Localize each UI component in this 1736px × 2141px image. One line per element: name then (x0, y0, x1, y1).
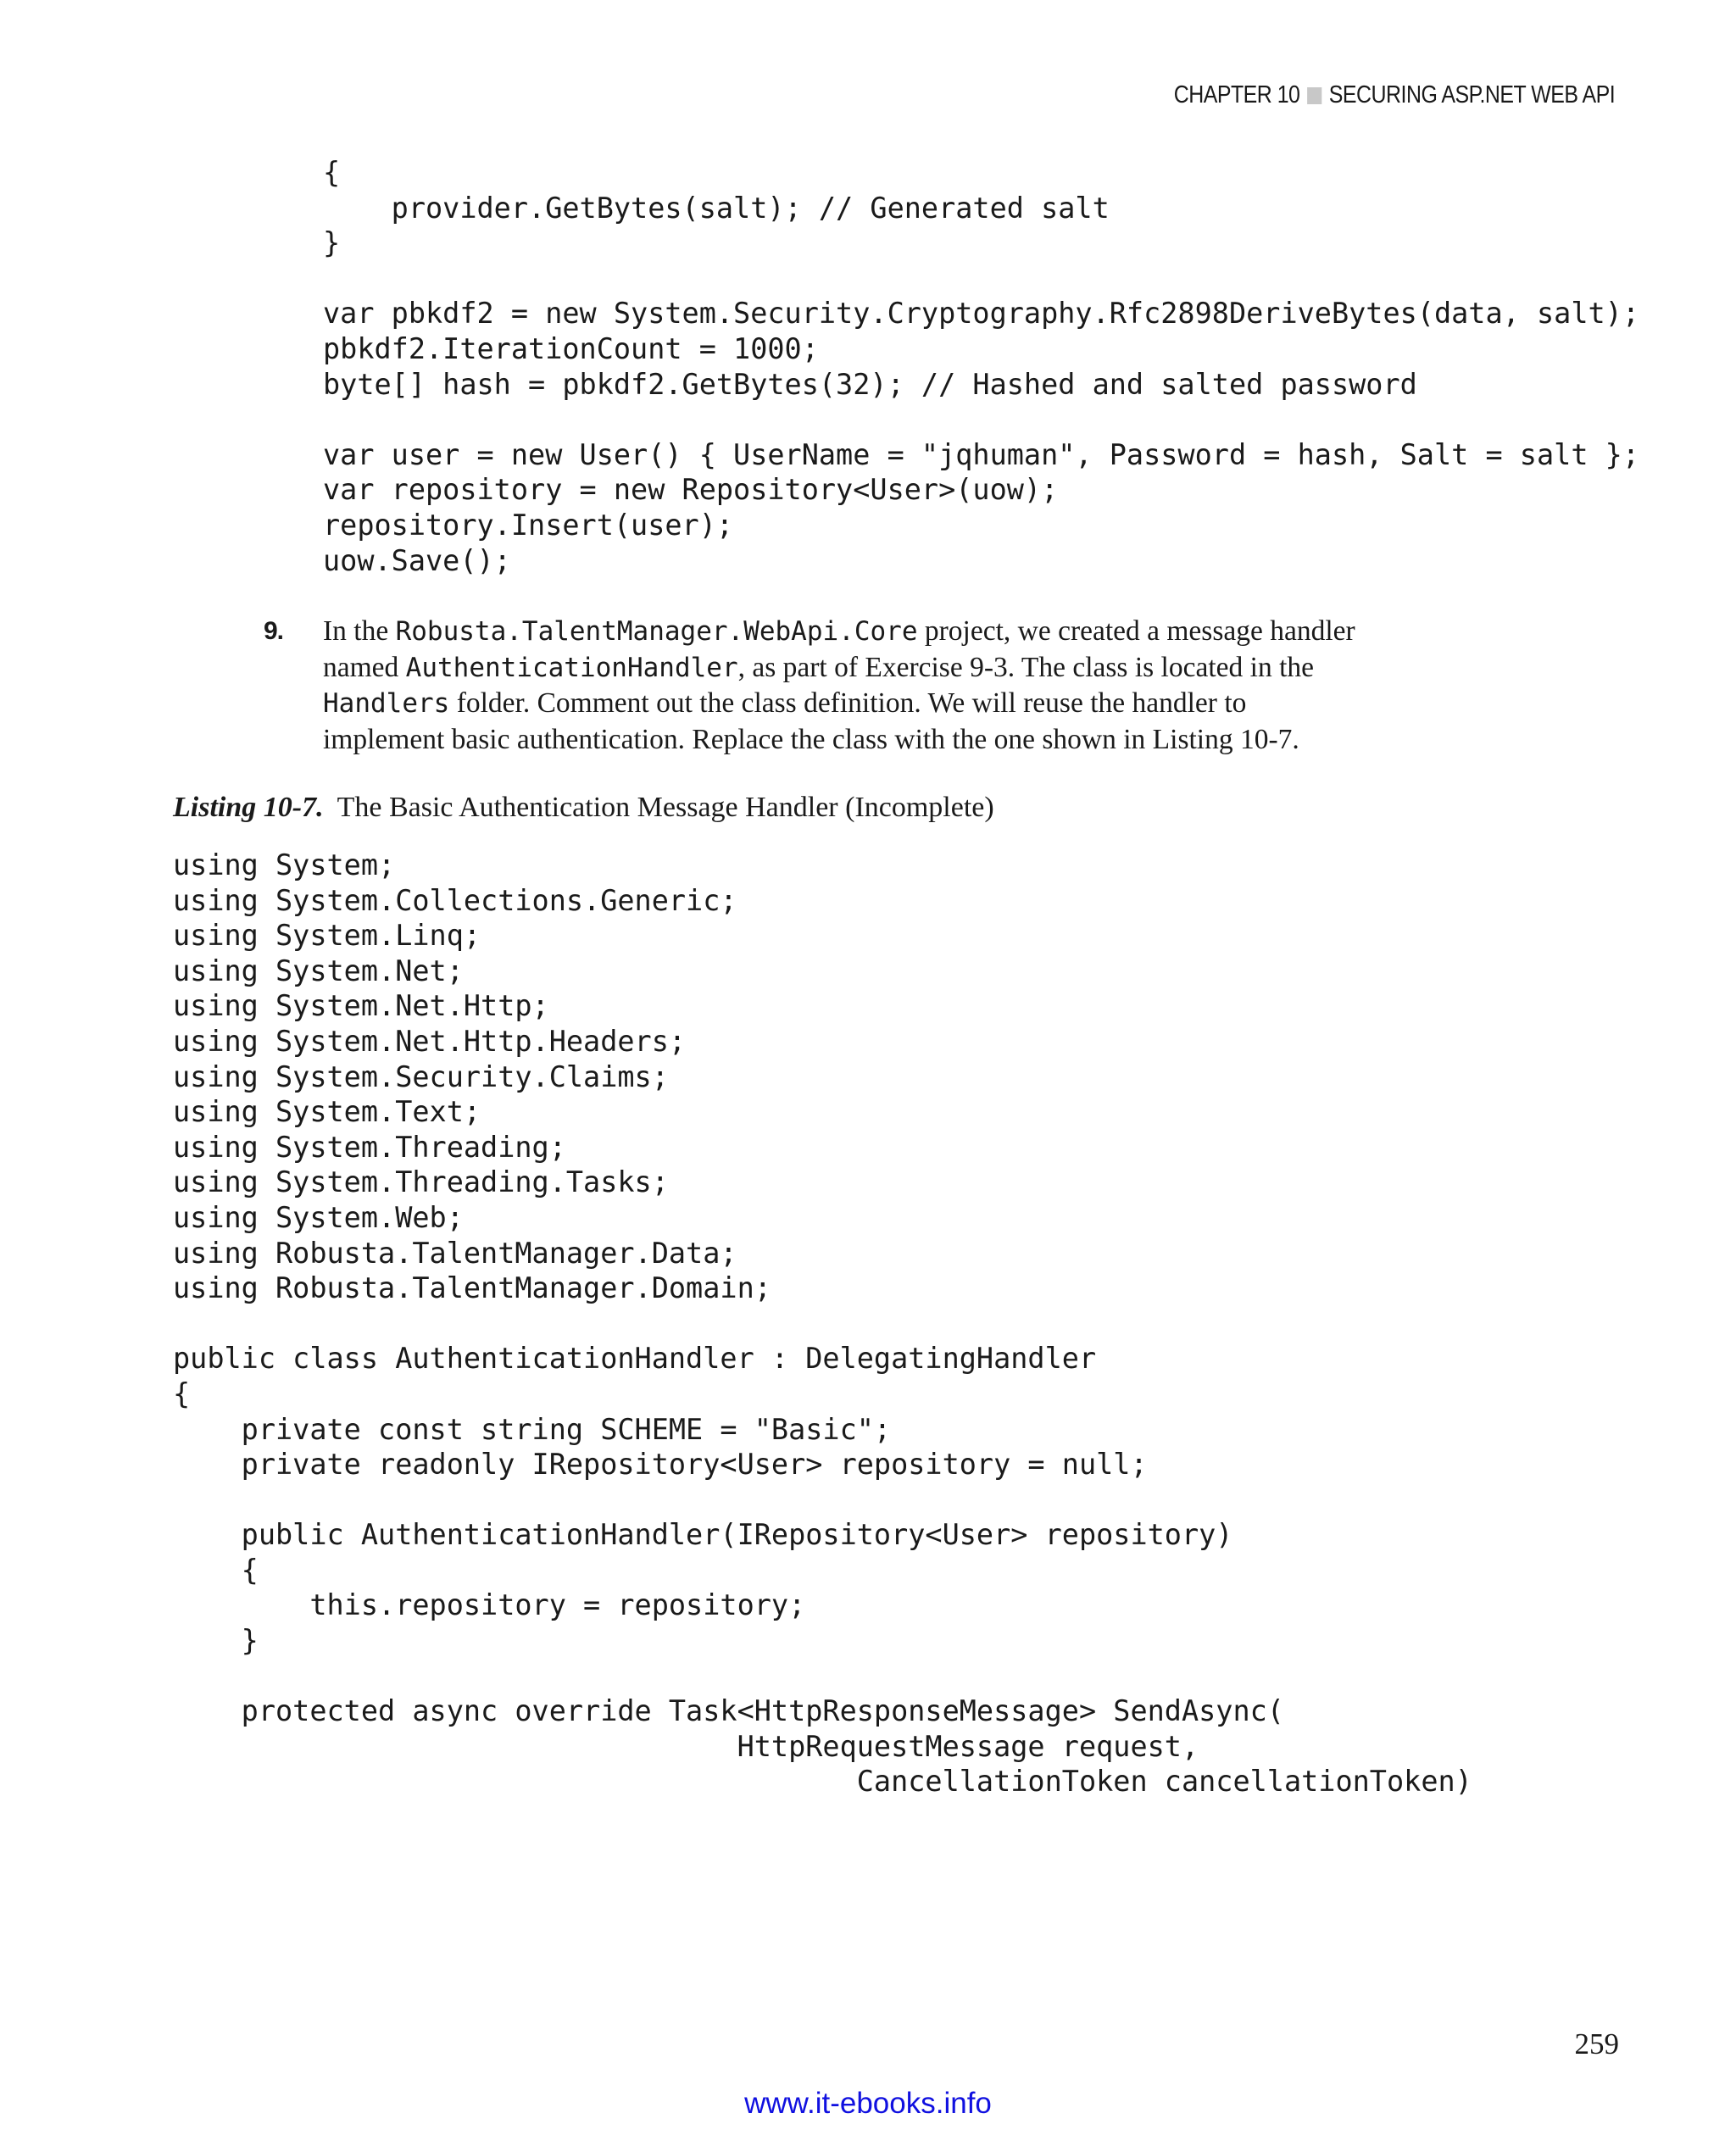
code-line: uow.Save(); (323, 543, 511, 577)
code-line: } (241, 1624, 259, 1658)
code-line: public AuthenticationHandler(IRepository<User> repository) (241, 1518, 1233, 1552)
code-line: using System.Threading; (173, 1130, 566, 1164)
step-line-4: implement basic authentication. Replace the class with the one shown in Listing 10-7. (323, 723, 1299, 755)
step-number: 9. (264, 617, 284, 645)
code-block-top (323, 155, 1639, 578)
code-line: using System; (173, 848, 396, 881)
class-name-code: AuthenticationHandler (405, 652, 738, 683)
code-line: var pbkdf2 = new System.Security.Cryptography.Rfc2898DeriveBytes(data, salt); (323, 297, 1639, 331)
code-line: { (323, 156, 341, 189)
step-text-run: project, we created a message handler (917, 615, 1355, 647)
code-line: { (241, 1553, 259, 1587)
listing-caption (173, 792, 994, 824)
code-line: protected async override Task<HttpResponseMessage> SendAsync( (241, 1694, 1284, 1728)
running-header (1174, 81, 1615, 109)
step-line-2 (323, 650, 1425, 687)
listing-title: The Basic Authentication Message Handler (Incomplete) (337, 792, 994, 823)
folder-name-code: Handlers (323, 688, 450, 720)
code-line: HttpRequestMessage request, (737, 1729, 1199, 1763)
code-line: using System.Net.Http; (173, 989, 549, 1023)
step-line-1 (323, 614, 1425, 650)
code-listing-10-7 (173, 848, 1472, 1799)
project-name-code: Robusta.TalentManager.WebApi.Core (395, 616, 918, 647)
code-line: using System.Security.Claims; (173, 1059, 669, 1093)
code-line: using System.Collections.Generic; (173, 883, 737, 917)
header-separator-square (1307, 87, 1321, 104)
step-line-3 (323, 686, 1425, 722)
code-line: provider.GetBytes(salt); // Generated salt (391, 191, 1110, 225)
step-text-run: , as part of Exercise 9-3. The class is located in the (737, 651, 1314, 683)
footer-website-link[interactable]: www.it-ebooks.info (744, 2087, 992, 2120)
step-text-run: In the (323, 615, 396, 647)
listing-label: Listing 10-7. (173, 792, 324, 823)
code-line: repository.Insert(user); (323, 508, 734, 542)
code-line: byte[] hash = pbkdf2.GetBytes(32); // Hashed and salted password (323, 367, 1417, 401)
code-line: public class AuthenticationHandler : DelegatingHandler (173, 1342, 1097, 1376)
code-line: pbkdf2.IterationCount = 1000; (323, 331, 819, 365)
code-line: using Robusta.TalentManager.Domain; (173, 1271, 771, 1305)
chapter-label: CHAPTER 10 (1173, 81, 1300, 108)
page-number: 259 (1574, 2027, 1619, 2060)
step-text-run: named (323, 651, 406, 683)
code-line: using System.Net; (173, 954, 464, 987)
code-line: using System.Net.Http.Headers; (173, 1024, 687, 1058)
code-line: using System.Web; (173, 1200, 464, 1234)
code-line: private readonly IRepository<User> repository = null; (241, 1448, 1148, 1482)
code-line: } (323, 226, 341, 260)
code-line: using System.Text; (173, 1095, 481, 1129)
code-line: using Robusta.TalentManager.Data; (173, 1236, 737, 1270)
code-line: this.repository = repository; (309, 1588, 806, 1622)
step-text-run: folder. Comment out the class definition. We will reuse the handler to (449, 687, 1247, 720)
chapter-title: SECURING ASP.NET WEB API (1328, 81, 1615, 108)
code-line: using System.Linq; (173, 919, 481, 953)
code-line: private const string SCHEME = "Basic"; (241, 1412, 892, 1446)
code-line: CancellationToken cancellationToken) (173, 1765, 1472, 1799)
code-line: { (173, 1376, 191, 1410)
code-line: var user = new User() { UserName = "jqhuman", Password = hash, Salt = salt }; (323, 437, 1639, 471)
step-text (323, 614, 1425, 757)
code-line: var repository = new Repository<User>(uow); (323, 473, 1059, 507)
code-line: using System.Threading.Tasks; (173, 1165, 669, 1199)
